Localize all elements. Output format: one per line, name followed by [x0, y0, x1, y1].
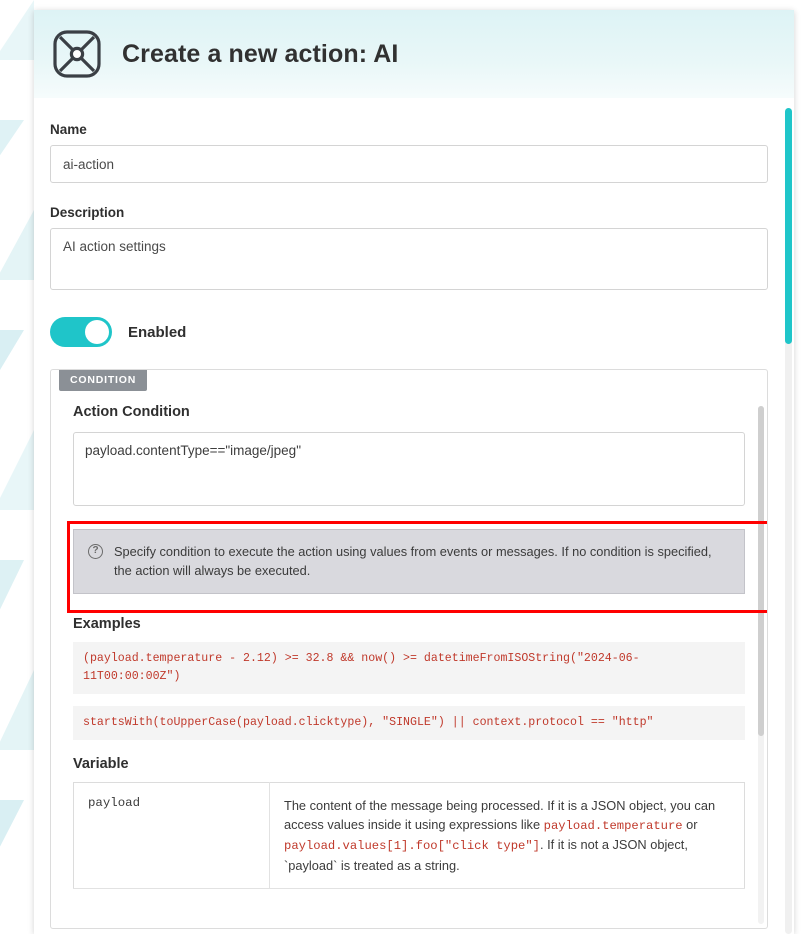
tab-condition[interactable]: CONDITION — [59, 369, 147, 391]
question-mark-icon: ? — [88, 544, 103, 559]
variable-title: Variable — [73, 756, 129, 772]
page-title: Create a new action: AI — [122, 39, 399, 68]
outer-scrollbar[interactable] — [785, 108, 792, 934]
inner-scrollbar[interactable] — [758, 406, 764, 924]
example-code-1: (payload.temperature - 2.12) >= 32.8 && now() >= datetimeFromISOString("2024-06-11T00:00:00Z") — [73, 642, 745, 694]
condition-panel — [50, 369, 768, 929]
enabled-toggle[interactable] — [50, 317, 112, 347]
atom-icon — [50, 27, 104, 81]
modal-body — [34, 98, 794, 934]
variable-description: The content of the message being processed. If it is a JSON object, you can access values inside it using expressions like payload.temperature or payload.values[1].foo["click type"]. If it is not a JSON object, `payload` is treated as a string. — [270, 783, 745, 889]
condition-hint-text: Specify condition to execute the action using values from events or messages. If no condition is specified, the action will always be executed. — [114, 544, 712, 578]
description-label: Description — [50, 205, 125, 220]
name-input[interactable] — [50, 145, 768, 183]
name-label: Name — [50, 122, 87, 137]
decorative-background — [0, 0, 34, 934]
action-condition-title: Action Condition — [73, 404, 190, 420]
create-action-modal — [34, 10, 794, 934]
outer-scrollbar-thumb[interactable] — [785, 108, 792, 344]
toggle-knob — [85, 320, 109, 344]
condition-hint — [73, 529, 745, 594]
action-condition-input[interactable] — [73, 432, 745, 506]
inner-scrollbar-thumb[interactable] — [758, 406, 764, 736]
example-code-2: startsWith(toUpperCase(payload.clicktype), "SINGLE") || context.protocol == "http" — [73, 706, 745, 740]
table-row — [74, 783, 745, 889]
examples-title: Examples — [73, 616, 141, 633]
variable-name: payload — [74, 783, 270, 889]
hint-wrapper — [73, 529, 745, 594]
condition-panel-content — [51, 370, 767, 889]
variable-table — [73, 782, 745, 889]
modal-header — [34, 10, 794, 98]
enabled-row — [50, 317, 768, 347]
description-input[interactable] — [50, 228, 768, 290]
enabled-label: Enabled — [128, 323, 187, 341]
